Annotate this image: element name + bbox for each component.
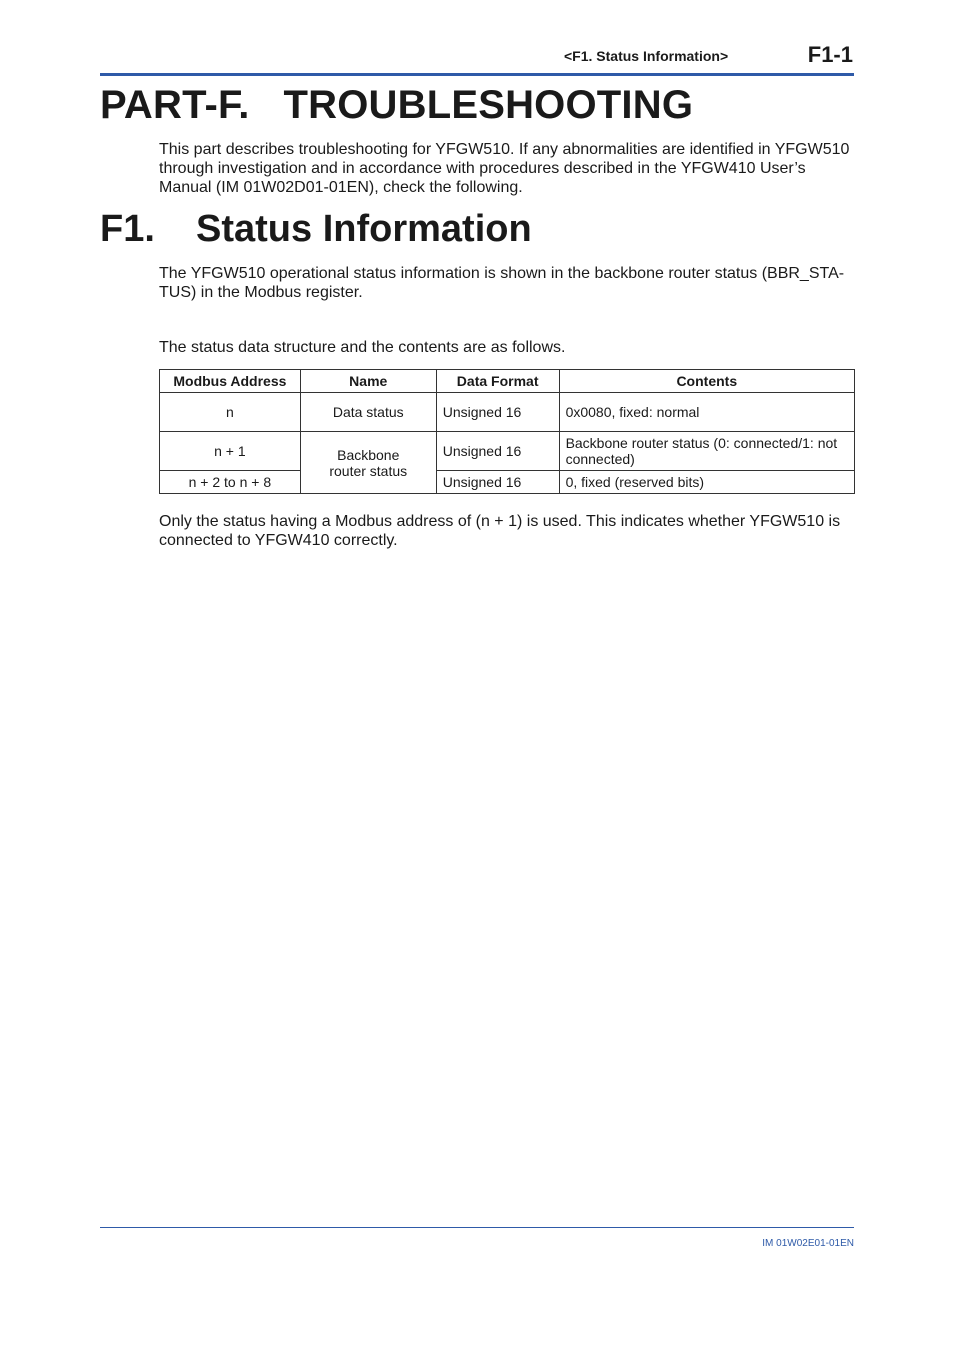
usage-note-paragraph: Only the status having a Modbus address of (n + 1) is used. This indicates whether YFGW510 is connected to YFGW410 correctly.	[159, 513, 841, 549]
table-row	[160, 432, 855, 471]
cell-contents: Backbone router status (0: connected/1: not connected)	[559, 432, 854, 471]
cell-address: n	[160, 393, 301, 432]
cell-format: Unsigned 16	[436, 432, 559, 471]
section-title: Status Information	[196, 208, 532, 250]
column-header-name: Name	[300, 370, 436, 393]
column-header-format: Data Format	[436, 370, 559, 393]
cell-contents: 0x0080, fixed: normal	[559, 393, 854, 432]
section-number: F1.	[100, 208, 155, 250]
column-header-contents: Contents	[559, 370, 854, 393]
column-header-address: Modbus Address	[160, 370, 301, 393]
document-id: IM 01W02E01-01EN	[762, 1238, 854, 1249]
status-table	[159, 369, 855, 494]
table-header-row	[160, 370, 855, 393]
page-number: F1-1	[807, 42, 853, 67]
cell-address: n + 2 to n + 8	[160, 471, 301, 494]
status-intro-paragraph: The YFGW510 operational status information is shown in the backbone router status (BBR_STA-TUS) in the Modbus register.	[159, 265, 845, 301]
cell-name: Backbone router status	[300, 432, 436, 494]
footer-rule	[100, 1227, 854, 1228]
section-heading	[100, 207, 532, 251]
structure-intro-paragraph: The status data structure and the contents are as follows.	[159, 339, 566, 356]
header-rule	[100, 73, 854, 76]
cell-format: Unsigned 16	[436, 471, 559, 494]
cell-contents: 0, fixed (reserved bits)	[559, 471, 854, 494]
part-intro-paragraph: This part describes troubleshooting for YFGW510. If any abnormalities are identified in YFGW510 through investigation and in accordance with procedures described in the YFGW410 User’s Manual (IM 01W02D01-01EN), check the following.	[159, 141, 850, 196]
table-row	[160, 393, 855, 432]
table-row	[160, 471, 855, 494]
part-title: PART-F. TROUBLESHOOTING	[100, 83, 694, 127]
cell-name: Data status	[300, 393, 436, 432]
cell-address: n + 1	[160, 432, 301, 471]
cell-format: Unsigned 16	[436, 393, 559, 432]
header-section-label: <F1. Status Information>	[564, 48, 729, 64]
